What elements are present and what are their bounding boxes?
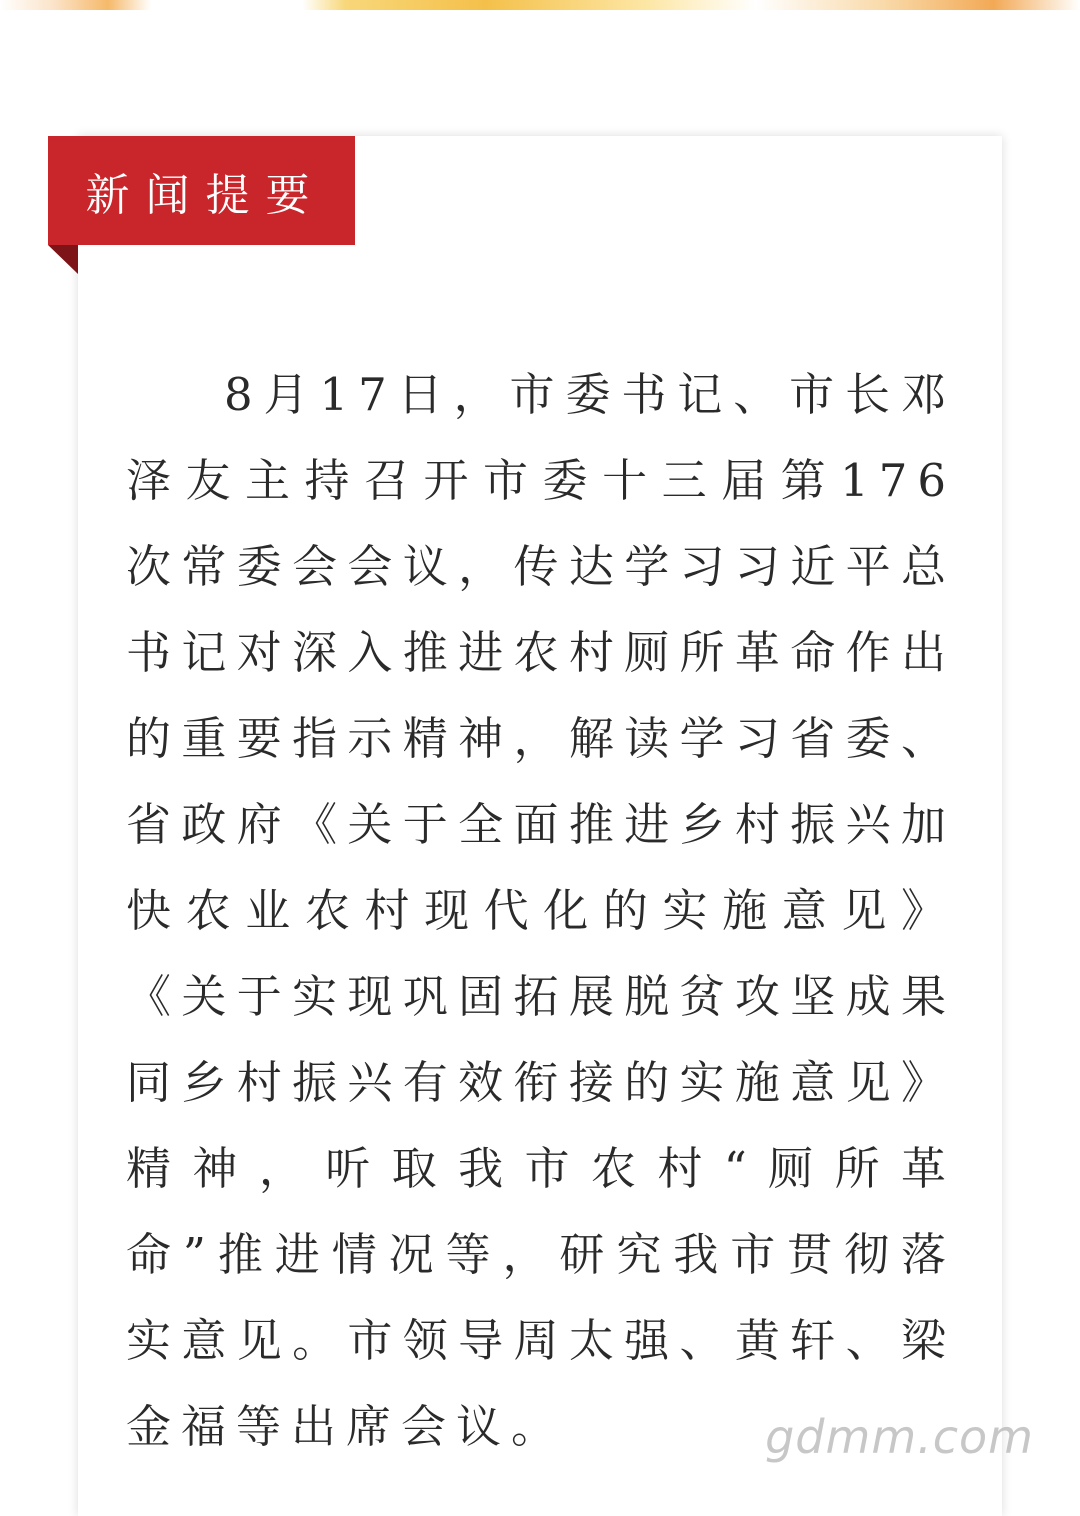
ribbon-fold	[48, 245, 78, 274]
top-decorative-banner	[0, 0, 1080, 10]
site-watermark: gdmm.com	[765, 1410, 1034, 1464]
section-ribbon	[48, 136, 355, 245]
article-paragraph: 8月17日，市委书记、市长邓泽友主持召开市委十三届第176次常委会会议，传达学习习近平总书记对深入推进农村厕所革命作出的重要指示精神，解读学习省委、省政府《关于全面推进乡村振兴加快农业农村现代化的实施意见》《关于实现巩固拓展脱贫攻坚成果同乡村振兴有效衔接的实施意见》精神，听取我市农村“厕所革命”推进情况等，研究我市贯彻落实意见。市领导周太强、黄轩、梁金福等出席会议。	[126, 368, 956, 1453]
section-title: 新闻提要	[85, 169, 326, 221]
